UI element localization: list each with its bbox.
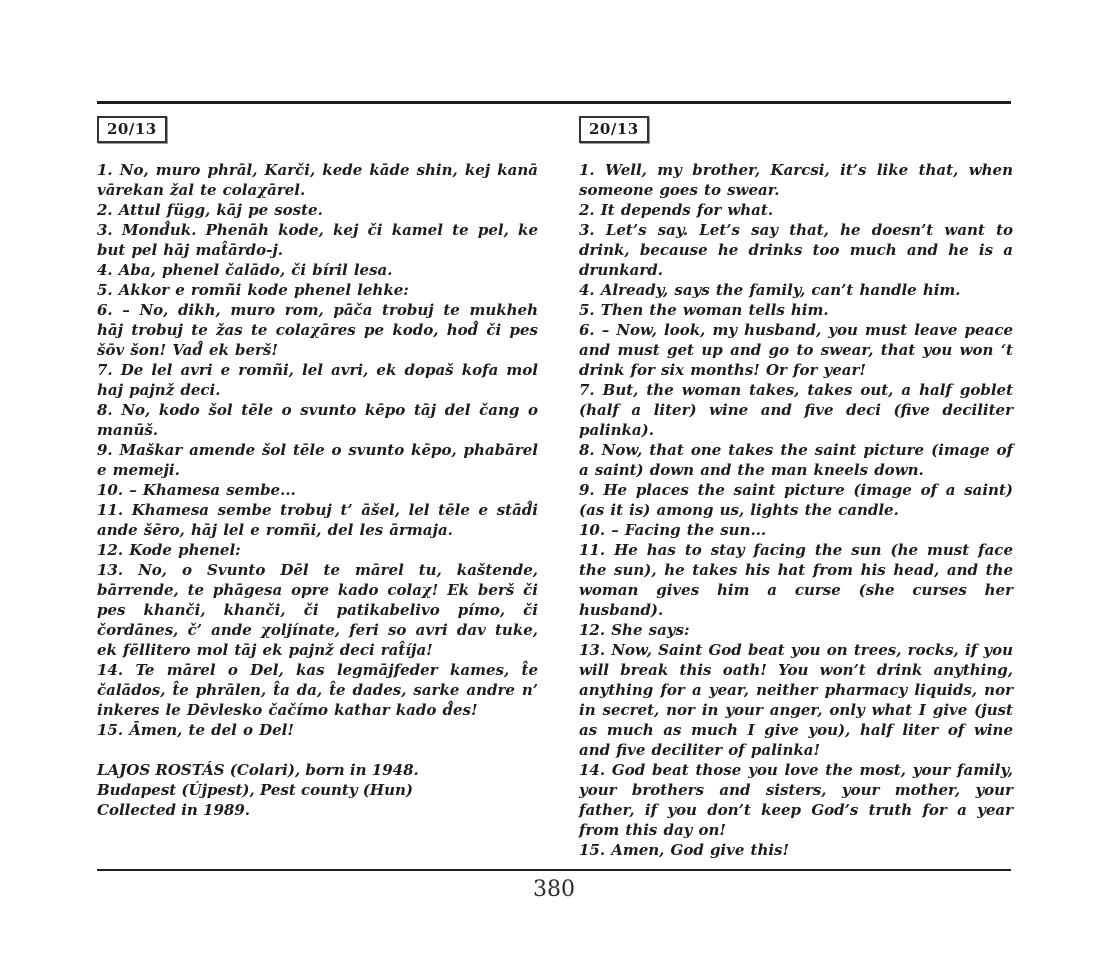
paragraph: 5. Then the woman tells him. <box>579 301 829 319</box>
source-note-line: Collected in 1989. <box>97 801 250 819</box>
paragraph: 1. No, muro phrāl, Karči, kede kāde shin, kej kanā vārekan žal te colaχārel. <box>97 161 538 199</box>
paragraph: 14. Te mārel o Del, kas legmājfeder kames, t̂e čalādos, t̂e phrālen, t̂a da, t̂e dades, sarke andre n’ inkeres le Dēvlesko čačímo kathar kado d̂es! <box>97 661 538 719</box>
top-rule <box>97 101 1011 104</box>
paragraph: 3. Let’s say. Let’s say that, he doesn’t want to drink, because he drinks too much and he is a drunkard. <box>579 221 1013 279</box>
item-number-box-right <box>579 116 649 143</box>
source-note <box>97 760 538 820</box>
column-original-text <box>97 116 538 860</box>
original-text-body <box>97 160 538 740</box>
paragraph: 5. Akkor e romñi kode phenel lehke: <box>97 281 409 299</box>
paragraph: 11. Khamesa sembe trobuj t’ āšel, lel tēle e stād̂i ande šēro, hāj lel e romñi, del les ārmaja. <box>97 501 538 539</box>
paragraph: 6. – Now, look, my husband, you must leave peace and must get up and go to swear, that you won ‘t drink for six months! Or for year! <box>579 321 1013 379</box>
paragraph: 9. Maškar amende šol tēle o svunto kēpo, phabārel e memeji. <box>97 441 538 479</box>
paragraph: 8. No, kodo šol tēle o svunto kēpo tāj del čang o manūš. <box>97 401 538 439</box>
paragraph: 2. Attul függ, kāj pe soste. <box>97 201 323 219</box>
paragraph: 7. But, the woman takes, takes out, a half goblet (half a liter) wine and five deci (five deciliter palinka). <box>579 381 1013 439</box>
paragraph: 8. Now, that one takes the saint picture (image of a saint) down and the man kneels down. <box>579 441 1013 479</box>
paragraph: 7. De lel avri e romñi, lel avri, ek dopaš kofa mol haj pajnž deci. <box>97 361 538 399</box>
paragraph: 13. Now, Saint God beat you on trees, rocks, if you will break this oath! You won’t drink anything, anything for a year, neither pharmacy liquids, nor in secret, nor in your anger, only what I give (just as much as much I give you), half liter of wine and five deciliter of palinka! <box>579 641 1013 759</box>
translation-text-body <box>579 160 1013 860</box>
paragraph: 3. Mond̂uk. Phenāh kode, kej či kamel te pel, ke but pel hāj mat̂ārdo-j. <box>97 221 538 259</box>
paragraph: 4. Already, says the family, can’t handle him. <box>579 281 961 299</box>
paragraph: 15. Amen, God give this! <box>579 841 790 859</box>
paragraph: 10. – Khamesa sembe... <box>97 481 296 499</box>
bottom-rule <box>97 869 1011 871</box>
paragraph: 12. She says: <box>579 621 690 639</box>
source-note-line: LAJOS ROSTÁS (Colari), born in 1948. <box>97 761 419 779</box>
paragraph: 12. Kode phenel: <box>97 541 241 559</box>
paragraph: 10. – Facing the sun... <box>579 521 767 539</box>
paragraph: 6. – No, dikh, muro rom, pāča trobuj te mukheh hāj trobuj te žas te colaχāres pe kodo, hod̂ či pes šōv šon! Vad̂ ek berš! <box>97 301 538 359</box>
column-translation-text <box>579 116 1013 860</box>
paragraph: 14. God beat those you love the most, your family, your brothers and sisters, your mother, your father, if you don’t keep God’s truth for a year from this day on! <box>579 761 1013 839</box>
source-note-line: Budapest (Újpest), Pest county (Hun) <box>97 781 413 799</box>
paragraph: 2. It depends for what. <box>579 201 774 219</box>
paragraph: 4. Aba, phenel čalādo, či bíril lesa. <box>97 261 393 279</box>
paragraph: 11. He has to stay facing the sun (he must face the sun), he takes his hat from his head, and the woman gives him a curse (she curses her husband). <box>579 541 1013 619</box>
paragraph: 1. Well, my brother, Karcsi, it’s like that, when someone goes to swear. <box>579 161 1013 199</box>
paragraph: 13. No, o Svunto Dēl te mārel tu, kaštende, bārrende, te phāgesa opre kado colaχ! Ek berš či pes khanči, khanči, či patikabelivo pímo, či čordānes, č’ ande χoljínate, feri so avri dav tuke, ek fēllitero mol tāj ek pajnž deci rat̂íja! <box>97 561 538 659</box>
page-number: 380 <box>533 877 575 902</box>
paragraph: 15. Āmen, te del o Del! <box>97 721 294 739</box>
item-number-label-right: 20/13 <box>589 120 639 138</box>
two-column-layout <box>97 116 1013 860</box>
item-number-box-left <box>97 116 167 143</box>
item-number-label-left: 20/13 <box>107 120 157 138</box>
paragraph: 9. He places the saint picture (image of a saint) (as it is) among us, lights the candle. <box>579 481 1013 519</box>
